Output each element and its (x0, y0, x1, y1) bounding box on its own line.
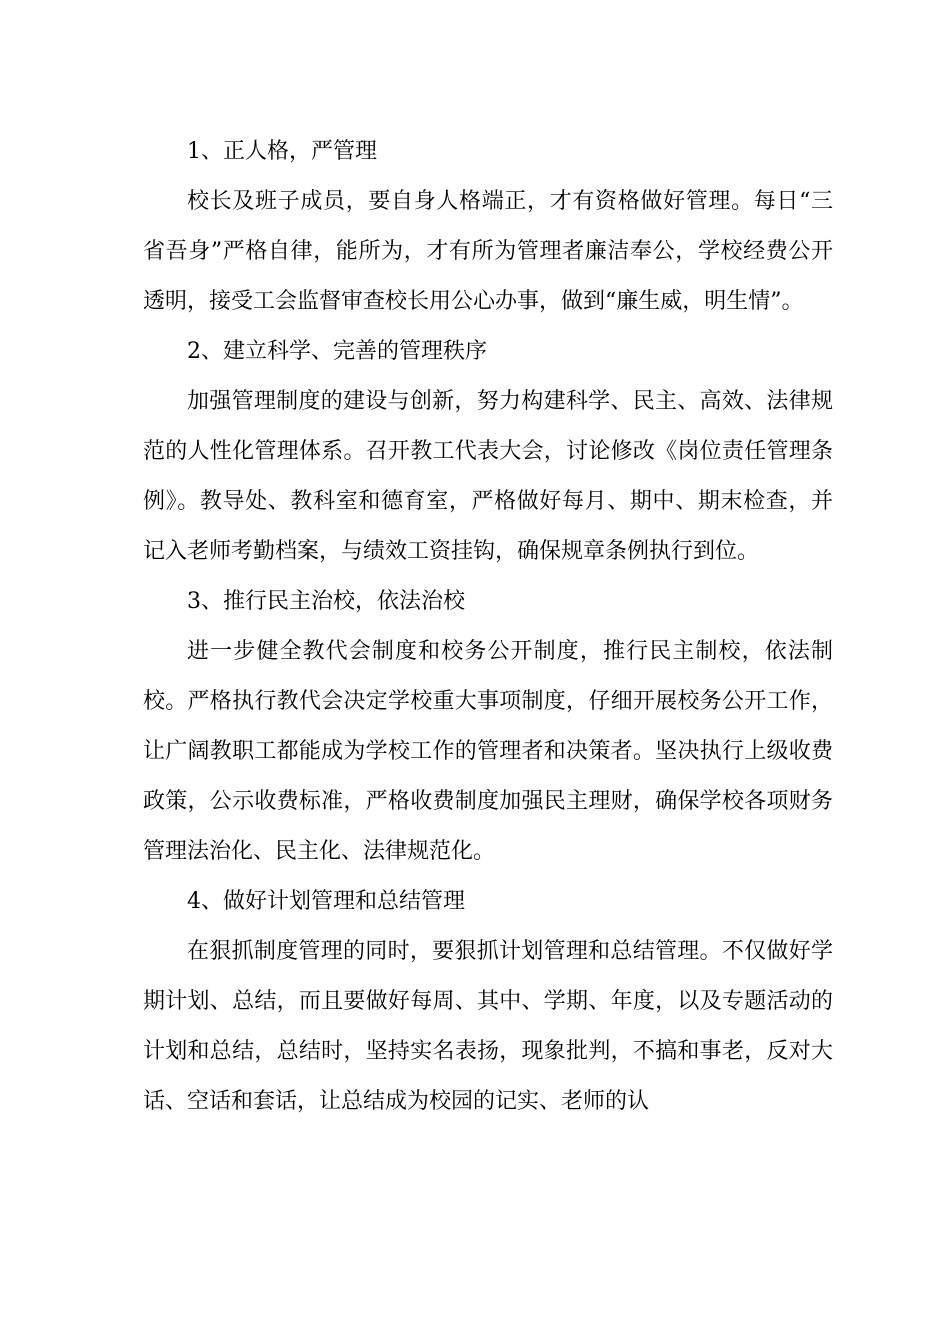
section-2 (143, 327, 833, 577)
section-heading: 1、正人格，严管理 (187, 139, 377, 164)
document-body (143, 127, 833, 1127)
section-1 (143, 127, 833, 327)
section-3 (143, 577, 833, 877)
section-paragraph: 校长及班子成员，要自身人格端正，才有资格做好管理。每日“三省吾身”严格自律，能所为，才有所为管理者廉洁奉公，学校经费公开透明，接受工会监督审查校长用公心办事，做到“廉生威，明生情”。 (143, 189, 833, 314)
section-heading: 2、建立科学、完善的管理秩序 (187, 339, 487, 364)
section-paragraph: 进一步健全教代会制度和校务公开制度，推行民主制校，依法制校。严格执行教代会决定学校重大事项制度，仔细开展校务公开工作，让广阔教职工都能成为学校工作的管理者和决策者。坚决执行上级收费政策，公示收费标准，严格收费制度加强民主理财，确保学校各项财务管理法治化、民主化、法律规范化。 (143, 639, 833, 864)
section-4 (143, 877, 833, 1127)
section-paragraph: 在狠抓制度管理的同时，要狠抓计划管理和总结管理。不仅做好学期计划、总结，而且要做好每周、其中、学期、年度，以及专题活动的计划和总结，总结时，坚持实名表扬，现象批判，不搞和事老，反对大话、空话和套话，让总结成为校园的记实、老师的认 (143, 939, 833, 1114)
section-heading: 3、推行民主治校，依法治校 (187, 589, 465, 614)
section-paragraph: 加强管理制度的建设与创新，努力构建科学、民主、高效、法律规范的人性化管理体系。召开教工代表大会，讨论修改《岗位责任管理条例》。教导处、教科室和德育室，严格做好每月、期中、期末检查，并记入老师考勤档案，与绩效工资挂钩，确保规章条例执行到位。 (143, 389, 833, 564)
section-heading: 4、做好计划管理和总结管理 (187, 889, 465, 914)
